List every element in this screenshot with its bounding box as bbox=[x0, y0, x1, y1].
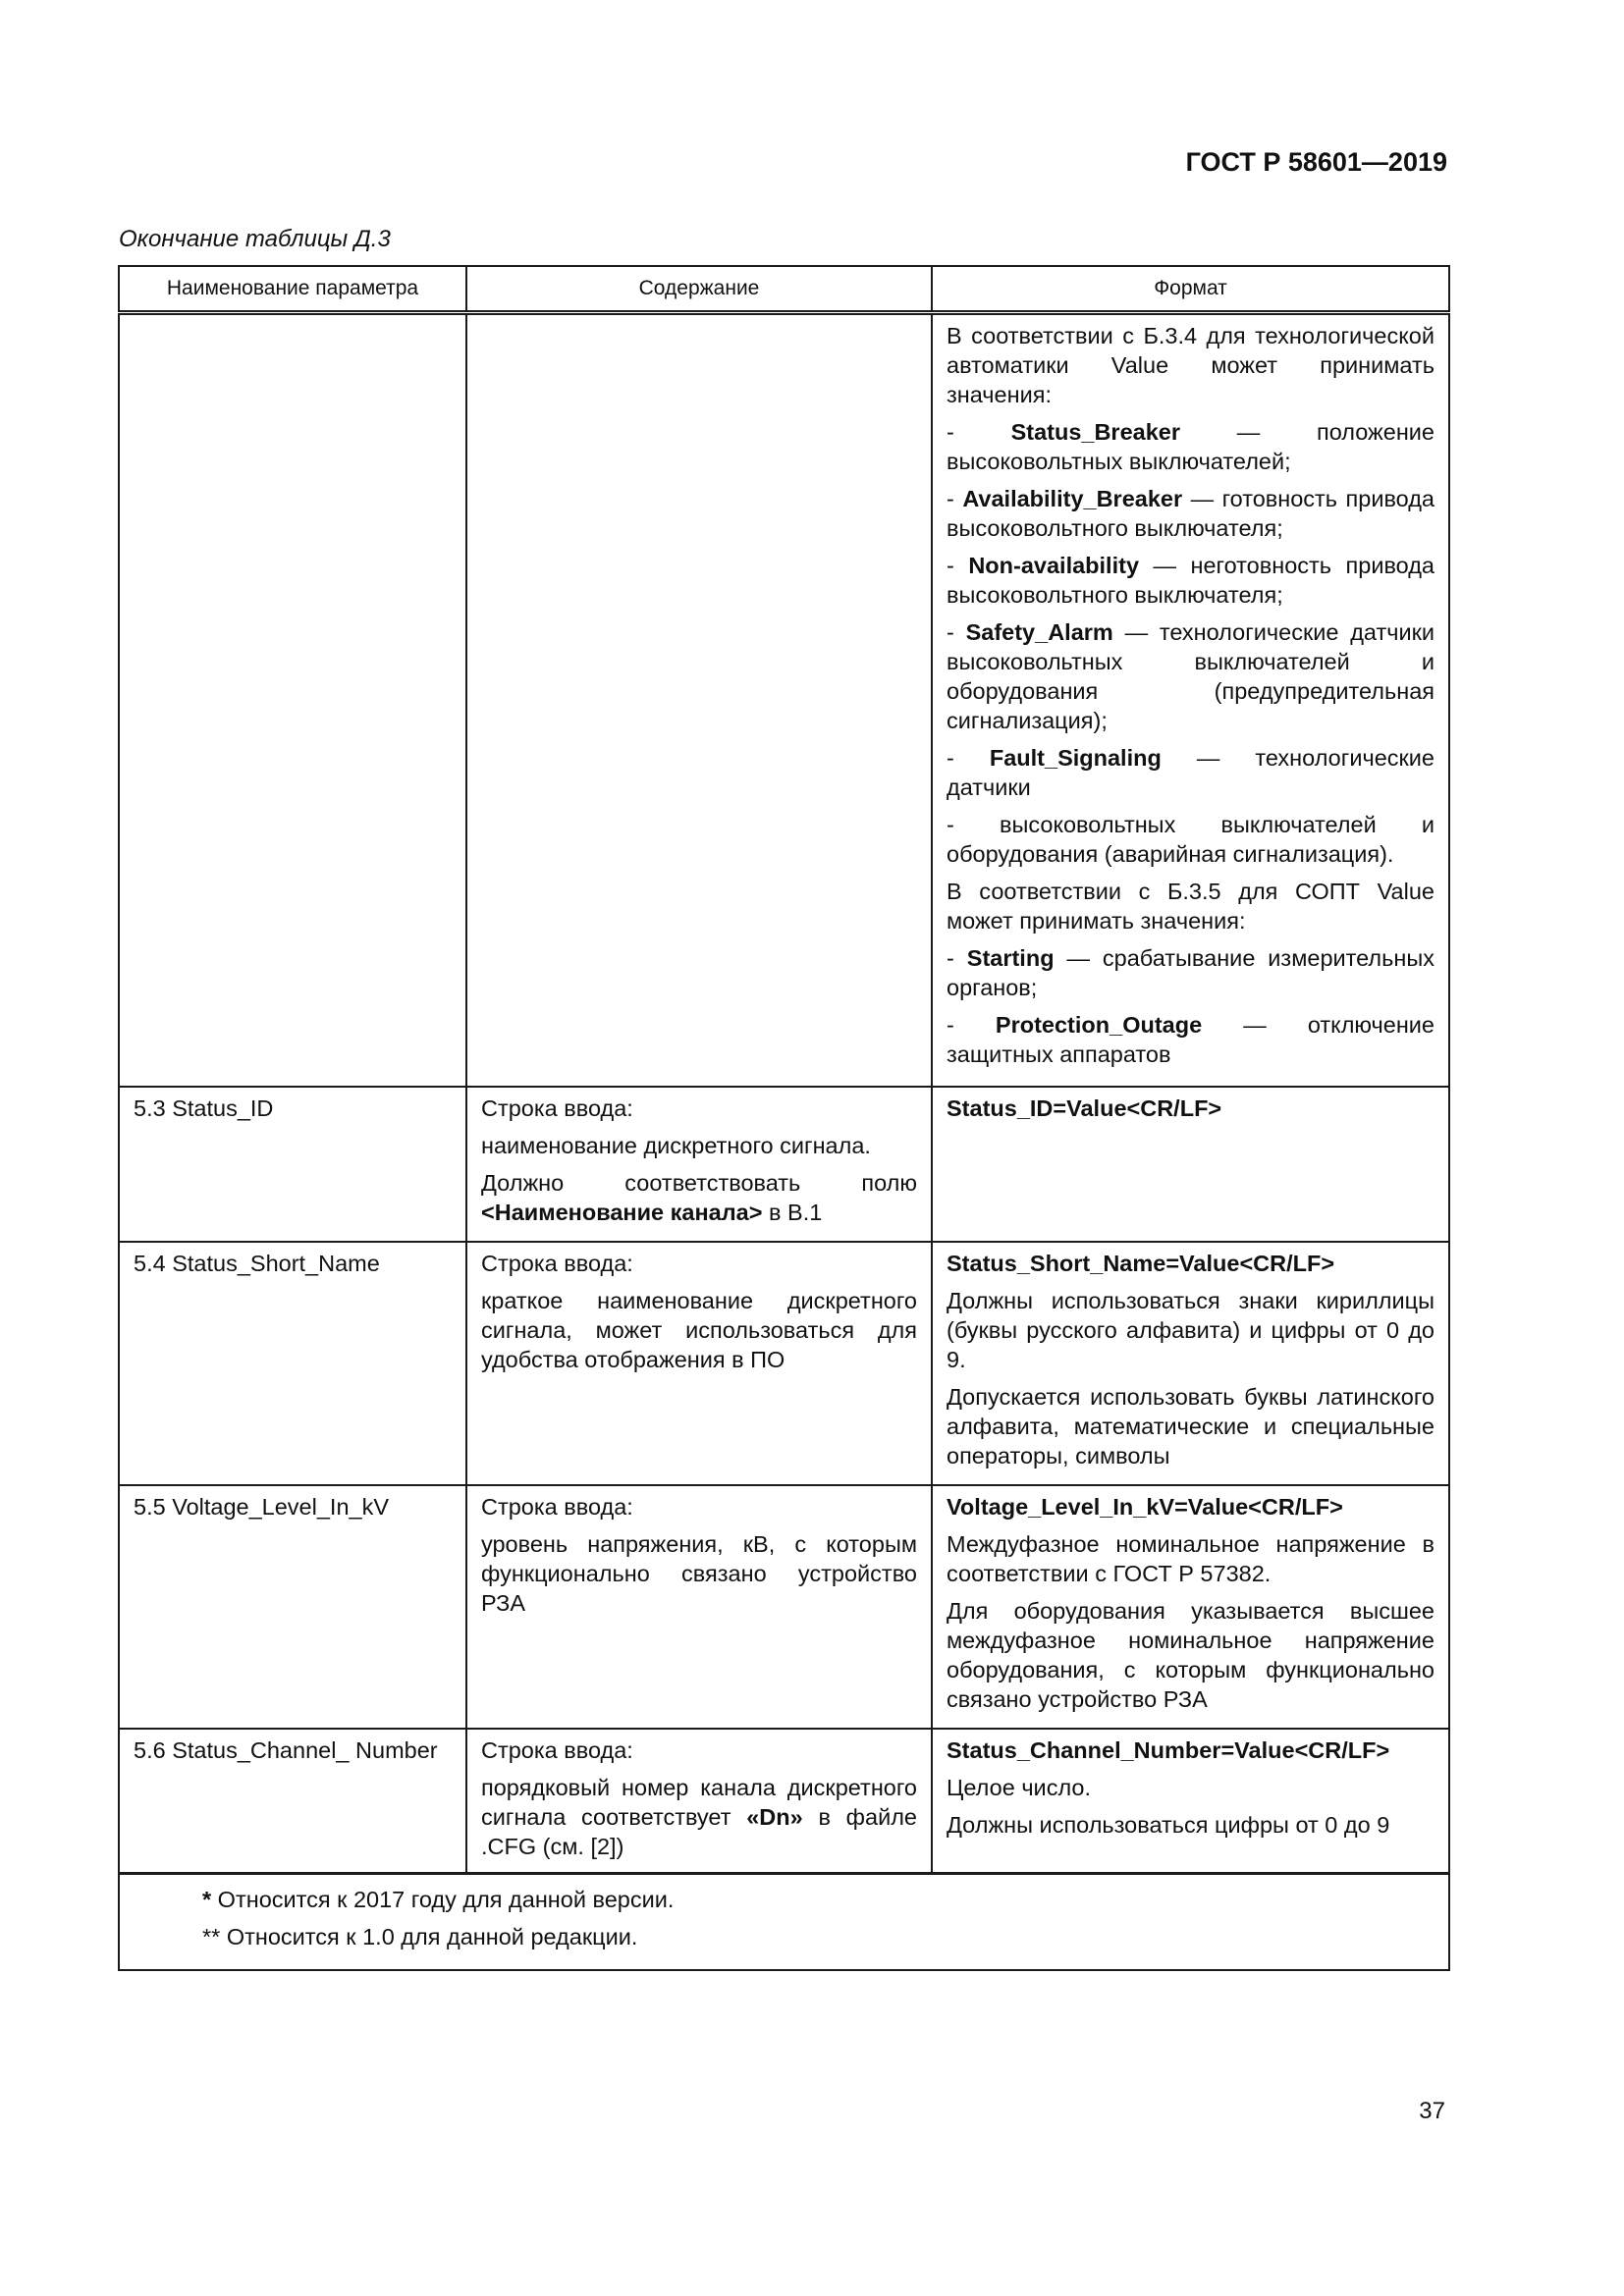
format-cell: Status_Channel_Number=Value<CR/LF> Целое число. Должны использоваться цифры от 0 до 9 bbox=[932, 1729, 1449, 1874]
column-header-content: Содержание bbox=[466, 266, 932, 313]
content-cell: Строка ввода: уровень напряжения, кВ, с которым функционально связано устройство РЗА bbox=[466, 1485, 932, 1729]
parameter-cell: 5.4 Status_Short_Name bbox=[119, 1242, 466, 1485]
format-cell: Voltage_Level_In_kV=Value<CR/LF> Междуфазное номинальное напряжение в соответствии с ГОСТ Р 57382. Для оборудования указывается высшее междуфазное номинальное напряжение оборудования, с которым функционально связано устройство РЗА bbox=[932, 1485, 1449, 1729]
table-row bbox=[119, 313, 1449, 1087]
document-code: ГОСТ Р 58601—2019 bbox=[1185, 147, 1447, 177]
format-cell: Status_ID=Value<CR/LF> bbox=[932, 1087, 1449, 1242]
format-cell: Status_Short_Name=Value<CR/LF> Должны использоваться знаки кириллицы (буквы русского алфавита) и цифры от 0 до 9. Допускается использовать буквы латинского алфавита, математические и специальные операторы, символы bbox=[932, 1242, 1449, 1485]
table-caption: Окончание таблицы Д.3 bbox=[119, 226, 391, 252]
content-cell: Строка ввода: наименование дискретного сигнала. Должно соответствовать полю <Наименование канала> в В.1 bbox=[466, 1087, 932, 1242]
parameter-cell bbox=[119, 313, 466, 1087]
parameter-cell: 5.6 Status_Channel_ Number bbox=[119, 1729, 466, 1874]
format-cell: В соответствии с Б.3.4 для технологической автоматики Value может принимать значения: - Status_Breaker — положение высоковольтных выключателей; - Availability_Breaker — готовность привода высоковольтного выключателя; - Non-availability — неготовность привода высоковольтного выключателя; - Safety_Alarm — технологические датчики высоковольтных выключателей и оборудования (предупредительная сигнализация); - Fault_Signaling — технологические датчики - высоковольтных выключателей и оборудования (аварийная сигнализация). В соответствии с Б.3.5 для СОПТ Value может принимать значения: - Starting — срабатывание измерительных органов; - Protection_Outage — отключение защитных аппаратов bbox=[932, 313, 1449, 1087]
table-row bbox=[119, 1729, 1449, 1874]
table-row bbox=[119, 1242, 1449, 1485]
parameter-cell: 5.5 Voltage_Level_In_kV bbox=[119, 1485, 466, 1729]
page-number: 37 bbox=[1419, 2098, 1445, 2124]
parameter-cell: 5.3 Status_ID bbox=[119, 1087, 466, 1242]
column-header-format: Формат bbox=[932, 266, 1449, 313]
content-cell bbox=[466, 313, 932, 1087]
parameters-table bbox=[118, 265, 1448, 1971]
content-cell: Строка ввода: порядковый номер канала дискретного сигнала соответствует «Dn» в файле .CFG (см. [2]) bbox=[466, 1729, 932, 1874]
table-notes bbox=[119, 1874, 1449, 1971]
note-1: * Относится к 2017 году для данной версии. bbox=[202, 1887, 675, 1912]
note-2: ** Относится к 1.0 для данной редакции. bbox=[202, 1924, 638, 1949]
table-notes-row bbox=[119, 1874, 1449, 1971]
table-header-row bbox=[119, 266, 1449, 313]
table-row bbox=[119, 1485, 1449, 1729]
column-header-parameter: Наименование параметра bbox=[119, 266, 466, 313]
content-cell: Строка ввода: краткое наименование дискретного сигнала, может использоваться для удобства отображения в ПО bbox=[466, 1242, 932, 1485]
table-row bbox=[119, 1087, 1449, 1242]
